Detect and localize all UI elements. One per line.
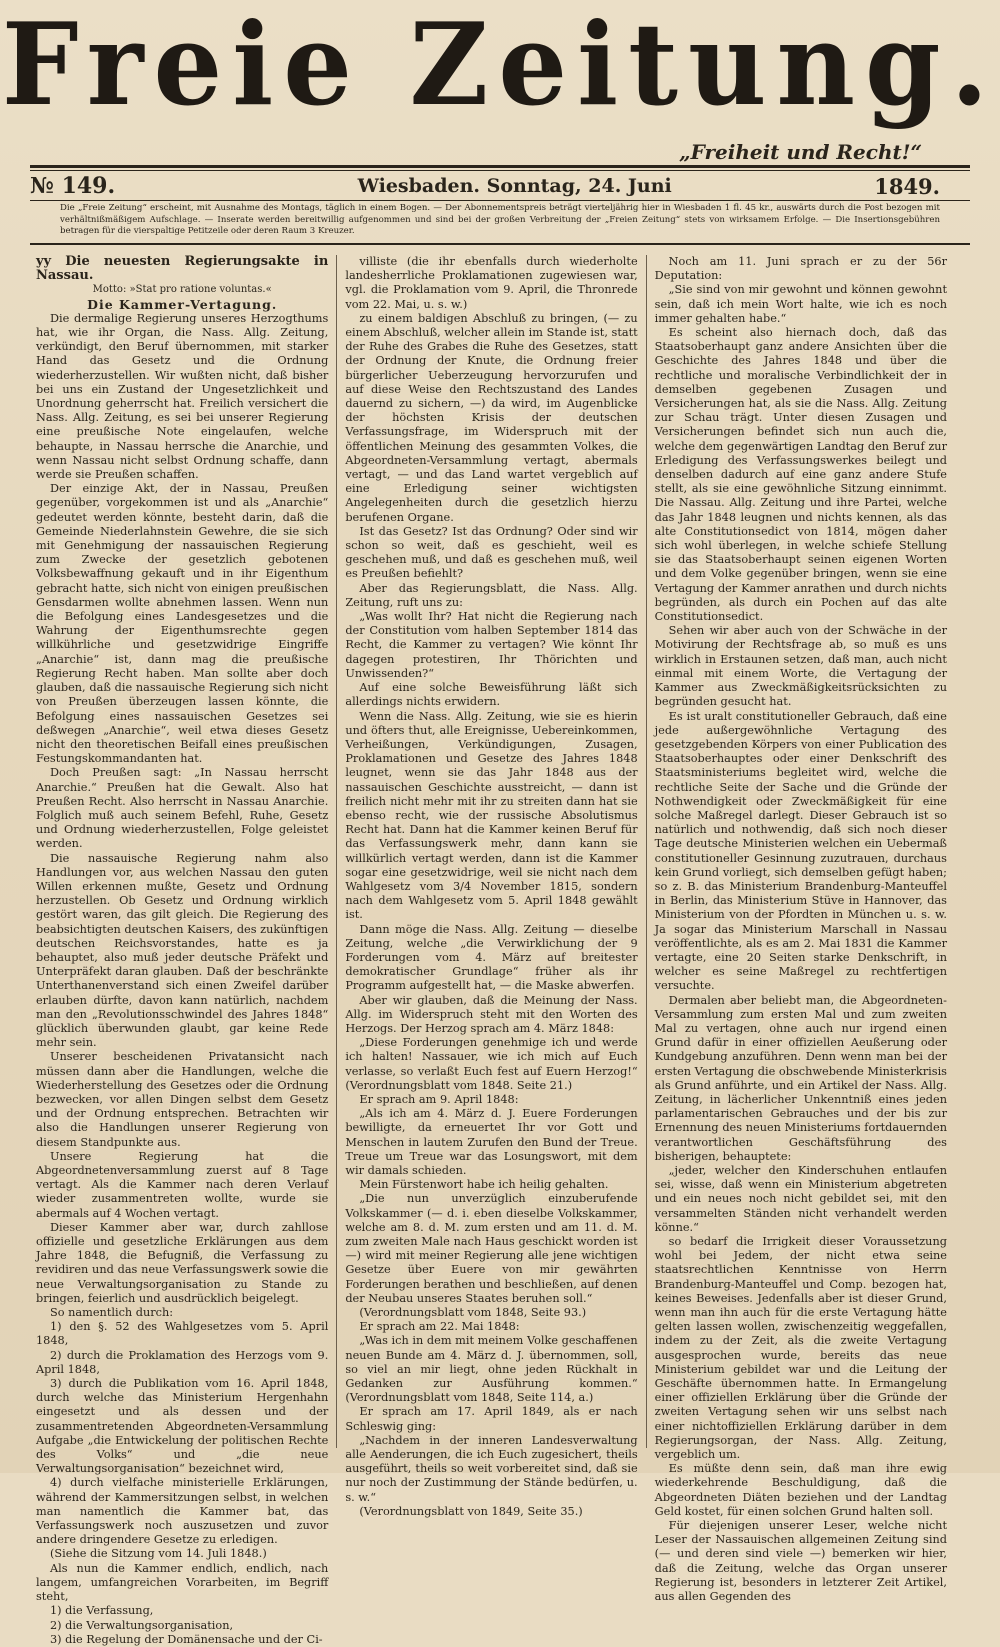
paragraph: villiste (die ihr ebenfalls durch wiederholte landesherrliche Proklamationen zugewiesen war, vgl. die Proklamation vom 9. April, die Thronrede vom 22. Mai, u. s. w.) (345, 255, 638, 311)
dateline (30, 172, 940, 200)
divider (30, 200, 970, 201)
paragraph: Dann möge die Nass. Allg. Zeitung — dieselbe Zeitung, welche „die Verwirklichung der 9 Forderungen vom 4. März auf breitester demokratischer Grundlage“ früher als ihr Programm aufgestellt hat, — die Maske abwerfen. (345, 922, 638, 993)
newspaper-motto: „Freiheit und Recht!“ (679, 140, 922, 164)
paragraph: Auf eine solche Beweisführung läßt sich allerdings nichts erwidern. (345, 681, 638, 709)
paragraph: 1) den §. 52 des Wahlgesetzes vom 5. April 1848, (36, 1320, 329, 1348)
article-heading: yy Die neuesten Regierungsakte in Nassau. (36, 254, 329, 284)
paragraph: 2) durch die Proklamation des Herzogs vom 9. April 1848, (36, 1348, 329, 1376)
place-date: Wiesbaden. Sonntag, 24. Juni (357, 175, 672, 197)
paragraph: 3) die Regelung der Domänensache und der Ci- (50, 1632, 323, 1646)
paragraph: Er sprach am 17. April 1849, als er nach Schleswig ging: (345, 1405, 638, 1433)
paragraph: Es müßte denn sein, daß man ihre ewig wiederkehrende Beschuldigung, daß die Abgeordneten Diäten beziehen und der Landtag Geld kostet, für einen solchen Grund halten soll. (654, 1462, 947, 1518)
article-motto: Motto: »Stat pro ratione voluntas.« (92, 284, 272, 296)
paragraph: „jeder, welcher den Kinderschuhen entlaufen sei, wisse, daß wenn ein Ministerium abgetreten und ein neues noch nicht gebildet sei, mit den versammelten Ständen nicht verhandelt werden könne.“ (654, 1164, 947, 1234)
paragraph: „Was wollt Ihr? Hat nicht die Regierung nach der Constitution vom halben September 1814 das Recht, die Kammer zu vertagen? Wie könnt Ihr dagegen protestiren, Ihr Thörichten und Unwissenden?“ (345, 610, 638, 680)
paragraph: Unserer bescheidenen Privatansicht nach müssen dann aber die Handlungen, welche die Wiederherstellung des Gesetzes oder die Ordnung bezwecken, vor allen Dingen selbst dem Gesetz und der Ordnung entsprechen. Betrachten wir also die Handlungen unserer Regierung von diesem Standpunkte aus. (36, 1050, 329, 1149)
divider (30, 170, 970, 171)
paragraph: Dieser Kammer aber war, durch zahllose offizielle und gesetzliche Erklärungen aus dem Jahre 1848, die Befugniß, die Verfassung zu revidiren und das neue Verfassungswerk sowie die neue Verwaltungsorganisation zu Stande zu bringen, feierlich und ausdrücklich beigelegt. (36, 1220, 329, 1305)
paragraph: Aber das Regierungsblatt, die Nass. Allg. Zeitung, ruft uns zu: (345, 581, 638, 609)
paragraph: „Diese Forderungen genehmige ich und werde ich halten! Nassauer, wie ich mich auf Euch verlasse, so verlaßt Euch fest auf Euern Herzog!“ (Verordnungsblatt vom 1848. Seite 21.) (345, 1036, 638, 1092)
article-columns (28, 254, 955, 1646)
column-3 (646, 255, 955, 1604)
column-2 (336, 255, 645, 1518)
paragraph: „Als ich am 4. März d. J. Euere Forderungen bewilligte, da erneuertet Ihr vor Gott und Menschen in lautem Zurufen den Bund der Treue. Treue um Treue war das Losungswort, mit dem wir damals schieden. (345, 1107, 638, 1177)
paragraph: (Verordnungsblatt von 1849, Seite 35.) (359, 1504, 583, 1518)
paragraph: Mein Fürstenwort habe ich heilig gehalten. (359, 1178, 609, 1192)
paragraph: Die nassauische Regierung nahm also Handlungen vor, aus welchen Nassau den guten Willen erkennen mußte, Gesetz und Ordnung herzustellen. Ob Gesetz und Ordnung wirklich gestört waren, das gilt gleich. Die Regierung des beabsichtigten deutschen Kaisers, des zukünftigen deutschen Reichsvorstandes, hatte es ja behauptet, also muß jeder deutsche Präfekt und Unterpräfekt daran glauben. Daß der beschränkte Unterthanenverstand sich einen Zweifel darüber erlauben dürfte, davon kann natürlich, nachdem man den „Revolutionsschwindel des Jahres 1848“ glücklich überwunden glaubt, gar keine Rede mehr sein. (36, 851, 329, 1050)
paragraph: Noch am 11. Juni sprach er zu der 56r Deputation: (654, 255, 947, 283)
paragraph: Es ist uralt constitutioneller Gebrauch, daß eine jede außergewöhnliche Vertagung des gesetzgebenden Körpers von einer Publication des Staatsoberhauptes oder einer Denkschrift des Staatsministeriums begleitet wird, welche die rechtliche Seite der Sache und die Gründe der Nothwendigkeit oder Zweckmäßigkeit für eine solche Maßregel darlegt. Dieser Gebrauch ist so natürlich und nothwendig, daß sich noch dieser Tage deutsche Ministerien welchen ein Uebermaß constitutioneller Gesinnung zuzutrauen, durchaus kein Grund vorliegt, sich demselben gefügt haben; so z. B. das Ministerium Brandenburg-Manteuffel in Berlin, das Ministerium Stüve in Hannover, das Ministerium von der Pfordten in München u. s. w. Ja sogar das Ministerium Marschall in Nassau veröffentlichte, als es am 2. Mai 1831 die Kammer vertagte, eine 20 Seiten starke Denkschrift, in welcher es seine Maßregel zu rechtfertigen versuchte. (654, 709, 947, 993)
paragraph: Doch Preußen sagt: „In Nassau herrscht Anarchie.“ Preußen hat die Gewalt. Also hat Preußen Recht. Also herrscht in Nassau Anarchie. Folglich muß auch seinem Befehl, Ruhe, Gesetz und Ordnung wiederherzustellen, Folge geleistet werden. (36, 766, 329, 851)
divider (30, 165, 970, 168)
paragraph: 1) die Verfassung, (50, 1604, 154, 1618)
paragraph: Er sprach am 9. April 1848: (359, 1092, 519, 1106)
paragraph: Der einzige Akt, der in Nassau, Preußen gegenüber, vorgekommen ist und als „Anarchie“ gedeutet werden könnte, besteht darin, daß die Gemeinde Niederlahnstein Gewehre, die sie sich mit Genehmigung der nassauischen Regierung zum Zwecke der gesetzlich gebotenen Volksbewaffnung gekauft und in ihr Eigenthum gebracht hatte, sich nicht von einigen preußischen Gensdarmen wollte abnehmen lassen. Wenn nun die Befolgung eines Landesgesetzes und die Wahrung der Eigenthumsrechte gegen willkührliche und gesetzwidrige Eingriffe „Anarchie“ ist, dann mag die preußische Regierung Recht haben. Man sollte aber doch glauben, daß die nassauische Regierung sich nicht von Preußen überzeugen lassen könnte, die Befolgung eines nassauischen Gesetzes sei deßwegen „Anarchie“, weil etwa dieses Gesetz nicht den theoretischen Beifall eines preußischen Festungskommandanten hat. (36, 482, 329, 766)
paragraph: (Verordnungsblatt vom 1848, Seite 93.) (359, 1306, 587, 1320)
issue-number: № 149. (30, 173, 116, 199)
paragraph: Sehen wir aber auch von der Schwäche in der Motivirung der Rechtsfrage ab, so muß es uns wirklich in Erstaunen setzen, daß man, auch nicht einmal mit einem Worte, die Vertagung der Kammer aus Zweckmäßigkeitsrücksichten zu begründen gesucht hat. (654, 624, 947, 709)
paragraph: „Was ich in dem mit meinem Volke geschaffenen neuen Bunde am 4. März d. J. übernommen, soll, so viel an mir liegt, ohne jeden Rückhalt in Gedanken zur Ausführung kommen.“ (Verordnungsblatt vom 1848, Seite 114, a.) (345, 1334, 638, 1405)
paragraph: Dermalen aber beliebt man, die Abgeordneten-Versammlung zum ersten Mal und zum zweiten Mal zu vertagen, ohne auch nur irgend einen Grund dafür in einer offiziellen Aeußerung oder Kundgebung anzuführen. Denn wenn man bei der ersten Vertagung die obschwebende Ministerkrisis als Grund anführte, und ein Artikel der Nass. Allg. Zeitung, in lächerlicher Unkenntniß eines jeden parlamentarischen Gebrauches und der bis zur Ernennung des neuen Ministeriums fortdauernden verantwortlichen Geschäftsführung des bisherigen, behauptete: (654, 993, 947, 1163)
paragraph: Er sprach am 22. Mai 1848: (359, 1320, 520, 1334)
column-1 (28, 254, 336, 1646)
paragraph: so bedarf die Irrigkeit dieser Voraussetzung wohl bei Jedem, der nicht etwa seine staatsrechtlichen Kenntnisse von Herrn Brandenburg-Manteuffel und Comp. bezogen hat, keines Beweises. Jedenfalls aber ist dieser Grund, wenn man ihn auch für die erste Vertagung hätte gelten lassen wollen, zwischenzeitig weggefallen, indem zu der Zeit, als die zweite Vertagung ausgesprochen wurde, bereits das neue Ministerium gebildet war und die Leitung der Geschäfte übernommen hatte. In Ermangelung einer offiziellen Erklärung über die Gründe der zweiten Vertagung sehen wir uns selbst nach einer nichtoffiziellen Erklärung darüber in dem Regierungsorgan, der Nass. Allg. Zeitung, vergeblich um. (654, 1235, 947, 1462)
paragraph: zu einem baldigen Abschluß zu bringen, (— zu einem Abschluß, welcher allein im Stande ist, statt der Ruhe des Grabes die Ruhe des Gesetzes, statt der Ordnung der Knute, die Ordnung freier bürgerlicher Ueberzeugung hervorzurufen und auf diese Weise den Rechtszustand des Landes dauernd zu sichern, —) da wird, im Augenblicke der höchsten Krisis der deutschen Verfassungsfrage, im Widerspruch mit der öffentlichen Meinung des gesammten Volkes, die Abgeordneten-Versammlung vertagt, abermals vertagt, — und das Land wartet vergeblich auf eine Erledigung seiner wichtigsten Angelegenheiten durch die gesetzlich hierzu berufenen Organe. (345, 311, 638, 524)
paragraph: 3) durch die Publikation vom 16. April 1848, durch welche das Ministerium Hergenhahn eingesetzt und als dessen und der zusammentretenden Abgeordneten-Versammlung Aufgabe „die Entwickelung der politischen Rechte des Volks“ und „die neue Verwaltungsorganisation“ bezeichnet wird, (36, 1377, 329, 1476)
paragraph: Ist das Gesetz? Ist das Ordnung? Oder sind wir schon so weit, daß es geschieht, weil es geschehen muß, und daß es geschehen muß, weil es Preußen befiehlt? (345, 524, 638, 581)
masthead (0, 0, 1000, 132)
paragraph: Es scheint also hiernach doch, daß das Staatsoberhaupt ganz andere Ansichten über die Geschichte des Jahres 1848 und über die rechtliche und moralische Verbindlichkeit der in demselben gegebenen Zusagen und Versicherungen hat, als sie die Nass. Allg. Zeitung zur Schau trägt. Unter diesen Zusagen und Versicherungen befindet sich nun auch die, welche dem gegenwärtigen Landtag den Beruf zur Erledigung des Verfassungswerkes beilegt und denselben dadurch auf eine ganz andere Stufe stellt, als sie eine gewöhnliche Sitzung einnimmt. Die Nassau. Allg. Zeitung und ihre Partei, welche das Jahr 1848 leugnen und nichts kennen, als das alte Constitutionsedict von 1814, mögen daher sich wohl überlegen, in welche schiefe Stellung sie das Staatsoberhaupt seinen eigenen Worten und dem Volke gegenüber bringen, wenn sie eine Vertagung der Kammer anrathen und durch nichts begründen, als durch ein Pochen auf das alte Constitutionsedict. (654, 326, 947, 624)
paragraph: So namentlich durch: (50, 1306, 174, 1320)
paragraph: „Nachdem in der inneren Landesverwaltung alle Aenderungen, die ich Euch zugesichert, theils ausgeführt, theils so weit vorbereitet sind, daß sie nur noch der Zustimmung der Stände bedürfen, u. s. w.“ (345, 1433, 638, 1504)
paragraph: Die dermalige Regierung unseres Herzogthums hat, wie ihr Organ, die Nass. Allg. Zeitung, verkündigt, den Beruf übernommen, mit starker Hand das Gesetz und die Ordnung wiederherzustellen. Wir wußten nicht, daß bisher bei uns ein Zustand der Ungesetzlichkeit und Unordnung geherrscht hat. Freilich versichert die Nass. Allg. Zeitung, es sei bei unserer Regierung eine preußische Note eingelaufen, welche behaupte, in Nassau herrsche die Anarchie, und wenn Nassau nicht selbst Ordnung schaffe, dann werde sie Preußen schaffen. (36, 311, 329, 482)
paragraph: Unsere Regierung hat die Abgeordnetenversammlung zuerst auf 8 Tage vertagt. Als die Kammer nach deren Verlauf wieder zusammentreten wollte, wurde sie abermals auf 4 Wochen vertagt. (36, 1149, 329, 1220)
paragraph: 4) durch vielfache ministerielle Erklärungen, während der Kammersitzungen selbst, in welchen man namentlich die Kammer bat, das Verfassungswerk noch auszusetzen und zuvor andere dringendere Gesetze zu erledigen. (36, 1476, 329, 1547)
divider (30, 243, 970, 245)
paragraph: Wenn die Nass. Allg. Zeitung, wie sie es hierin und öfters thut, alle Ereignisse, Uebereinkommen, Verheißungen, Verkündigungen, Zusagen, Proklamationen und Gesetze des Jahres 1848 leugnet, wenn sie das Jahr 1848 aus der nassauischen Geschichte ausstreicht, — dann ist freilich nicht mehr mit ihr zu streiten dann hat sie ebenso recht, wie der russische Absolutismus Recht hat. Dann hat die Kammer keinen Beruf für das Verfassungswerk mehr, dann kann sie willkürlich vertagt werden, dann ist die Kammer sogar eine gesetzwidrige, weil sie nicht nach dem Wahlgesetz vom 3/4 November 1815, sondern nach dem Wahlgesetz vom 5. April 1848 gewählt ist. (345, 709, 638, 922)
paragraph: (Siehe die Sitzung vom 14. Juli 1848.) (50, 1547, 267, 1561)
paragraph: „Sie sind von mir gewohnt und können gewohnt sein, daß ich mein Wort halte, wie ich es noch immer gehalten habe.“ (654, 283, 947, 325)
subscription-notice: Die „Freie Zeitung“ erscheint, mit Ausnahme des Montags, täglich in einem Bogen. — Der Abonnementspreis beträgt vierteljährig hier in Wiesbaden 1 fl. 45 kr., auswärts durch die Post bezogen mit verhältnißmäßigem Aufschlage. — Inserate werden bereitwillig aufgenommen und sind bei der großen Verbreitung der „Freien Zeitung“ stets von wirksamem Erfolge. — Die Insertionsgebühren betragen für die vierspaltige Petitzeile oder deren Raum 3 Kreuzer. (60, 203, 940, 236)
article-subhead: Die Kammer-Vertagung. (87, 296, 278, 312)
paragraph: Aber wir glauben, daß die Meinung der Nass. Allg. im Widerspruch steht mit den Worten des Herzogs. Der Herzog sprach am 4. März 1848: (345, 993, 638, 1035)
paragraph: Als nun die Kammer endlich, endlich, nach langem, umfangreichen Vorarbeiten, im Begriff steht, (36, 1561, 329, 1604)
issue-year: 1849. (874, 173, 940, 199)
newspaper-title: Freie Zeitung. (1, 0, 999, 132)
paragraph: 2) die Verwaltungsorganisation, (50, 1618, 234, 1632)
paragraph: Für diejenigen unserer Leser, welche nicht Leser der Nassauischen allgemeinen Zeitung sind (— und deren sind viele —) bemerken wir hier, daß die Zeitung, welche das Organ unserer Regierung ist, besonders in letzterer Zeit Artikel, aus allen Gegenden des (654, 1519, 947, 1604)
paragraph: „Die nun unverzüglich einzuberufende Volkskammer (— d. i. eben dieselbe Volkskammer, welche am 8. d. M. zum ersten und am 11. d. M. zum zweiten Male nach Haus geschickt worden ist —) wird mit meiner Regierung alle jene wichtigen Gesetze über Euere von mir gewährten Forderungen berathen und beschließen, auf denen der Neubau unseres Staates beruhen soll.“ (345, 1192, 638, 1305)
